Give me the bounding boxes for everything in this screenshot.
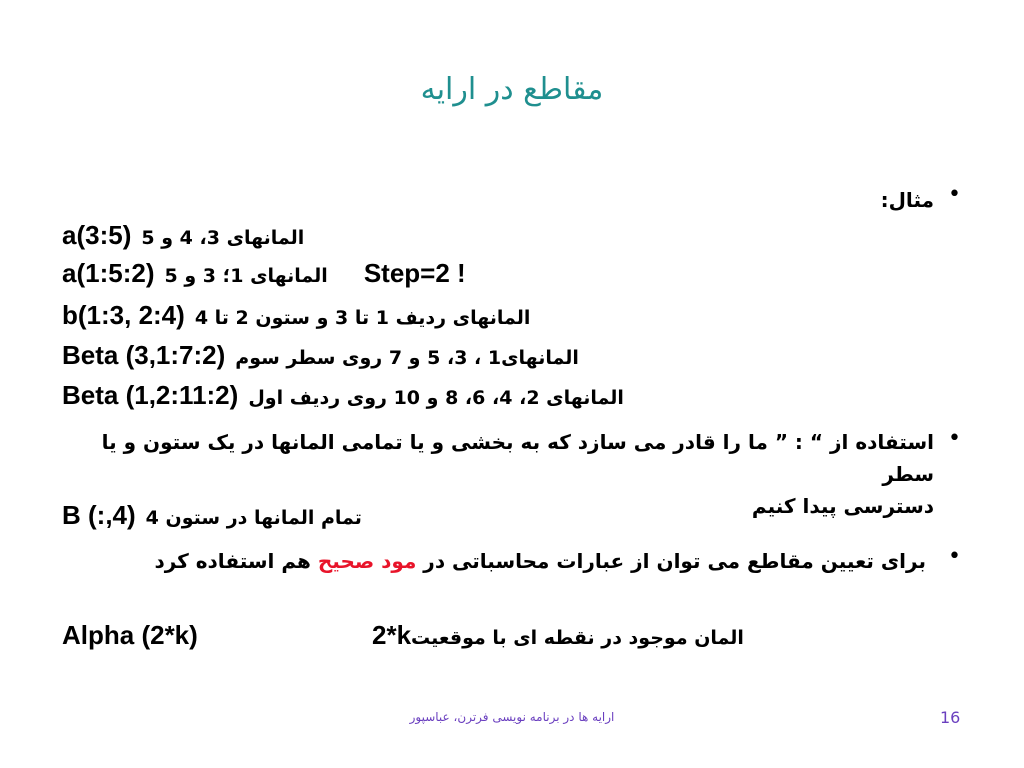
bullet-text: هم استفاده کرد xyxy=(154,549,318,573)
code-description: المانهای 2، 4، 6، 8 و 10 روی ردیف اول xyxy=(248,387,624,409)
bullet-line: دسترسی پیدا کنیم xyxy=(751,494,934,518)
example-row-5 xyxy=(62,380,624,416)
code-description: المانهای 1؛ 3 و 5 xyxy=(164,265,328,287)
code-expression: Beta (1,2:11:2) xyxy=(62,380,239,410)
example-row-1 xyxy=(62,220,304,256)
highlight-integer-mode: مود صحیح xyxy=(317,549,417,573)
code-expression: Beta (3,1:7:2) xyxy=(62,340,226,370)
code-expression-k: 2*k xyxy=(372,620,412,650)
bullet-text: برای تعیین مقاطع می توان از عبارات محاسباتی در xyxy=(416,549,926,573)
step-note: Step=2 ! xyxy=(363,258,466,288)
bullet-dot: • xyxy=(948,182,961,207)
slide-footer: ارایه ها در برنامه نویسی فرترن، عباسپور xyxy=(409,710,615,724)
example-row-7 xyxy=(62,620,744,656)
code-description: المان موجود در نقطه ای با موقعیت xyxy=(411,627,744,649)
code-expression: Alpha (2*k) xyxy=(62,620,198,650)
code-expression: a(3:5) xyxy=(62,220,132,250)
bullet-integer-mode xyxy=(154,545,926,577)
code-description: تمام المانها در ستون 4 xyxy=(145,507,362,529)
code-description: المانهای ردیف 1 تا 3 و ستون 2 تا 4 xyxy=(194,307,531,329)
bullet-dot: • xyxy=(948,426,961,451)
example-row-3 xyxy=(62,300,530,336)
example-row-4 xyxy=(62,340,579,376)
code-expression: b(1:3, 2:4) xyxy=(62,300,185,330)
slide-title: مقاطع در ارایه xyxy=(420,72,604,107)
code-description: المانهای 3، 4 و 5 xyxy=(141,227,305,249)
bullet-dot: • xyxy=(948,544,961,569)
page-number: 16 xyxy=(940,708,961,727)
code-description: المانهای1 ، 3، 5 و 7 روی سطر سوم xyxy=(235,347,579,369)
example-row-2 xyxy=(62,258,466,294)
example-row-6 xyxy=(62,500,362,536)
code-expression: B (:,4) xyxy=(62,500,136,530)
code-expression: a(1:5:2) xyxy=(62,258,155,288)
bullet-line: استفاده از “ : ” ما را قادر می سازد که به بخشی و یا تمامی المانها در یک ستون و یا سطر xyxy=(101,430,934,486)
bullet-example-label: مثال: xyxy=(880,188,934,212)
